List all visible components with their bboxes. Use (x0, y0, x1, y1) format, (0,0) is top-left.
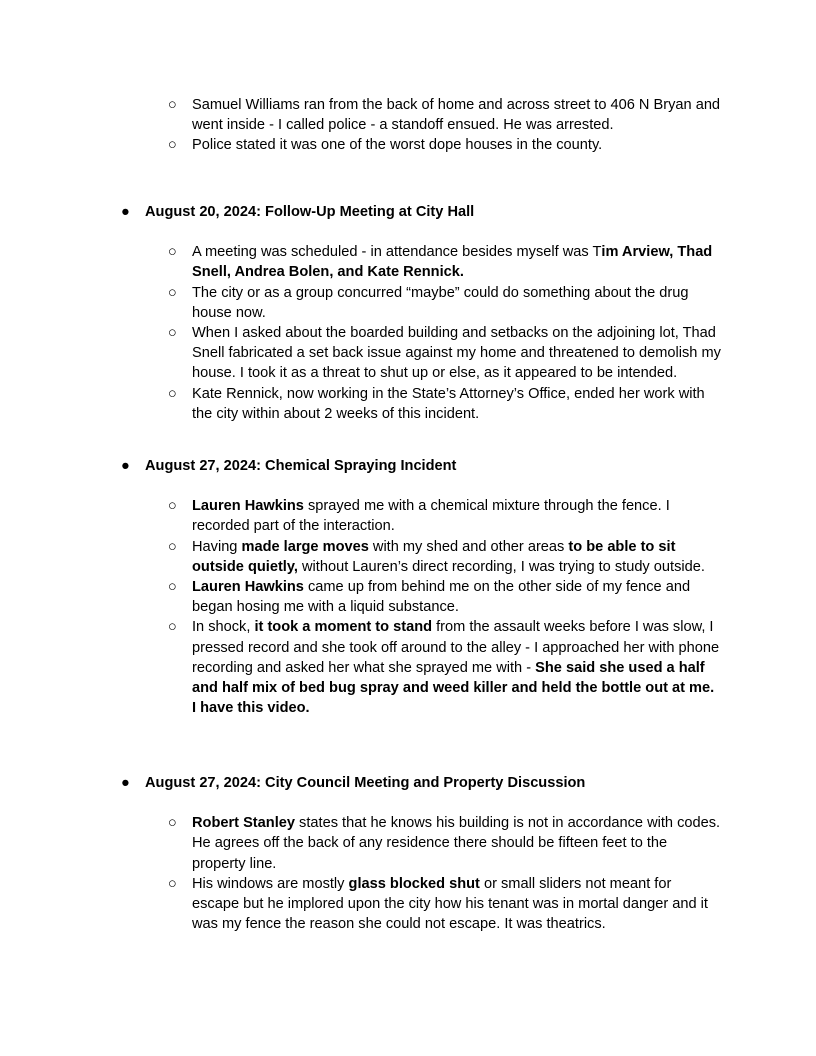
bold-text-run: She said she used a half and half mix of bed bug spray and weed killer and held the bottle out at me. I have this video. (192, 659, 715, 717)
list-item (0, 95, 816, 135)
section-heading: ● August 27, 2024: Chemical Spraying Incident (0, 456, 816, 476)
list-item (0, 242, 816, 282)
hollow-bullet-icon: ○ (168, 284, 177, 301)
bold-text-run: im Arview, Thad Snell, Andrea Bolen, and Kate Rennick. (192, 244, 713, 281)
bullet-icon: ● (121, 204, 130, 220)
text-run: Police stated it was one of the worst dope houses in the county. (192, 137, 603, 154)
list-item (0, 496, 816, 536)
hollow-bullet-icon: ○ (168, 815, 177, 832)
bold-text-run: Robert Stanley (192, 815, 295, 832)
section-heading: ● August 27, 2024: City Council Meeting and Property Discussion (0, 773, 816, 793)
bold-text-run: glass blocked shut (348, 875, 480, 892)
text-run: His windows are mostly (192, 875, 349, 892)
hollow-bullet-icon: ○ (168, 385, 177, 402)
hollow-bullet-icon: ○ (168, 325, 177, 342)
list-item (0, 617, 816, 718)
list-item (0, 813, 816, 874)
section-city-council-meeting (0, 773, 816, 934)
hollow-bullet-icon: ○ (168, 498, 177, 515)
bold-text-run: it took a moment to stand (254, 619, 433, 636)
hollow-bullet-icon: ○ (168, 137, 177, 154)
text-run: states that he knows his building is not in accordance with codes. He agrees off the back of any residence there should be fifteen feet to the property line. (192, 815, 721, 872)
bullet-icon: ● (121, 775, 130, 791)
text-run: with my shed and other areas (368, 538, 569, 555)
text-run: sprayed me with a chemical mixture through the fence. I recorded part of the interaction. (192, 498, 670, 535)
hollow-bullet-icon: ○ (168, 579, 177, 596)
list-item (0, 577, 816, 617)
bold-text-run: Lauren Hawkins (192, 498, 304, 515)
text-run: or small sliders not meant for escape but he implored upon the city how his tenant was in mortal danger and it was my fence the reason she could not escape. It was theatrics. (192, 875, 708, 933)
text-run: Kate Rennick, now working in the State’s Attorney’s Office, ended her work with the city within about 2 weeks of this incident. (192, 385, 705, 422)
hollow-bullet-icon: ○ (168, 97, 177, 113)
list-item (0, 874, 816, 935)
text-run: Having (192, 538, 242, 555)
list-item (0, 135, 816, 155)
bold-text-run: made large moves (241, 538, 369, 555)
text-run: A meeting was scheduled - in attendance besides myself was T (192, 244, 602, 261)
bullet-icon: ● (121, 458, 130, 474)
hollow-bullet-icon: ○ (168, 538, 177, 555)
hollow-bullet-icon: ○ (168, 619, 177, 636)
text-run: The city or as a group concurred “maybe” could do something about the drug house now. (192, 284, 689, 321)
list-item (0, 537, 816, 577)
bold-text-run: to be able to sit outside quietly, (192, 538, 676, 575)
section-continued (0, 95, 816, 156)
list-item (0, 323, 816, 384)
text-run: from the assault weeks before I was slow, I pressed record and she took off around to the alley - I approached her with phone recording and asked her what she sprayed me with - (192, 619, 720, 676)
hollow-bullet-icon: ○ (168, 875, 177, 892)
list-item (0, 384, 816, 424)
section-chemical-spraying (0, 456, 816, 718)
text-run: Samuel Williams ran from the back of home and across street to 406 N Bryan and went inside - I called police - a standoff ensued. He was arrested. (192, 97, 721, 134)
hollow-bullet-icon: ○ (168, 244, 177, 261)
text-run: came up from behind me on the other side of my fence and began hosing me with a liquid substance. (192, 579, 691, 616)
list-item (0, 283, 816, 323)
section-follow-up-meeting (0, 202, 816, 424)
text-run: In shock, (192, 619, 255, 636)
bold-text-run: Lauren Hawkins (192, 579, 304, 596)
text-run: When I asked about the boarded building and setbacks on the adjoining lot, Thad Snell fabricated a set back issue against my home and threatened to demolish my house. I took it as a threat to shut up or else, as it appeared to be intended. (192, 325, 721, 382)
section-heading: ● August 20, 2024: Follow-Up Meeting at City Hall (0, 202, 816, 222)
text-run: without Lauren’s direct recording, I was trying to study outside. (297, 558, 705, 575)
